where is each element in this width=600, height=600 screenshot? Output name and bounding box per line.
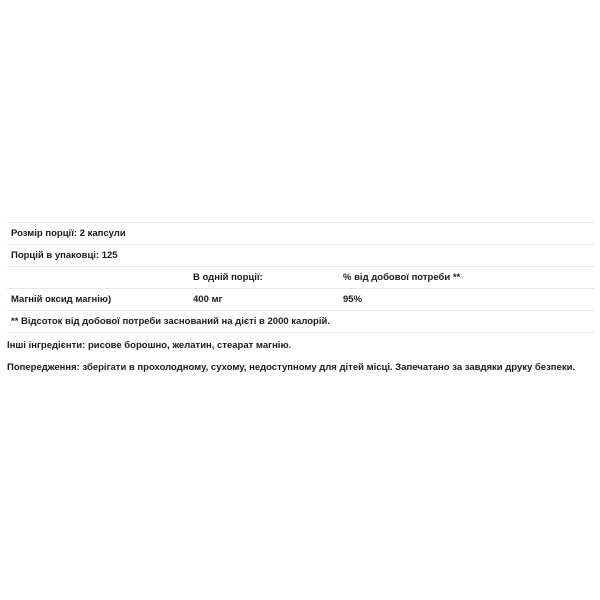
serving-size: Розмір порції: 2 капсули <box>7 223 594 245</box>
supplement-facts-table <box>7 222 594 333</box>
serving-size-row <box>7 223 594 245</box>
warning-text: Попередження: зберігати в прохолодному, сухому, недоступному для дітей місці. Запечатано за завдяки друку безпеки. <box>7 362 576 373</box>
daily-value-footnote: ** Відсоток від добової потреби заснований на дієті в 2000 калорій. <box>7 311 594 333</box>
nutrient-name: Магній оксид магнію) <box>7 289 189 311</box>
servings-per-container-row <box>7 245 594 267</box>
table-header-row <box>7 267 594 289</box>
nutrient-amount: 400 мг <box>189 289 339 311</box>
other-ingredients: Інші інгредієнти: рисове борошно, желатин, стеарат магнію. <box>7 340 292 351</box>
table-row <box>7 289 594 311</box>
supplement-facts-panel <box>7 222 594 333</box>
servings-per-container: Порцій в упаковці: 125 <box>7 245 594 267</box>
footnote-row <box>7 311 594 333</box>
header-amount-per-serving: В одній порції: <box>189 267 339 289</box>
header-nutrient <box>7 267 189 289</box>
header-daily-value: % від добової потреби ** <box>339 267 594 289</box>
nutrient-daily-value: 95% <box>339 289 594 311</box>
